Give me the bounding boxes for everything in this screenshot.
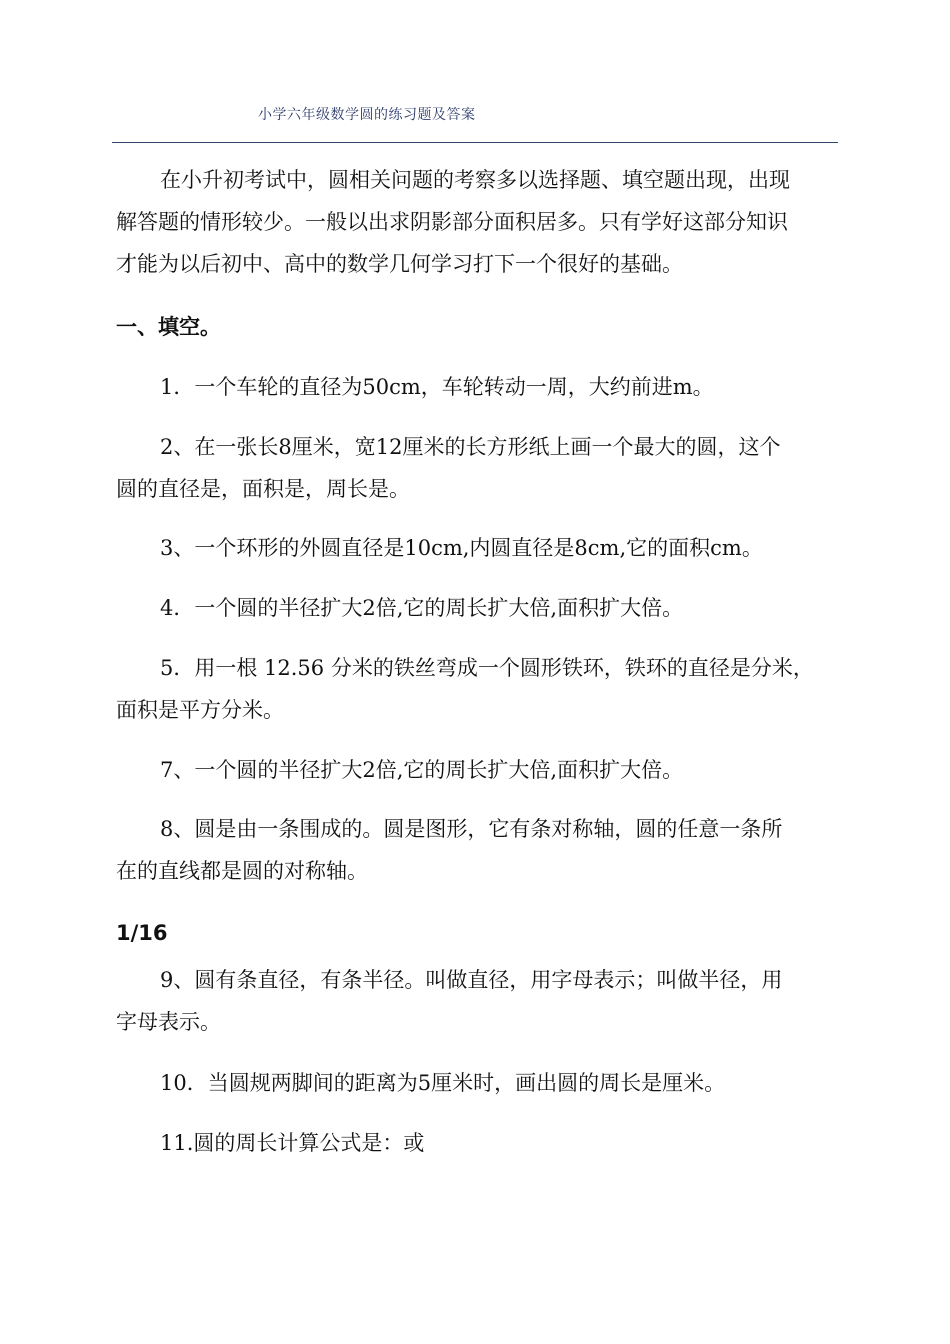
question-line: 在的直线都是圆的对称轴。 xyxy=(116,859,368,883)
question-1 xyxy=(116,366,856,408)
question-line: 1．一个车轮的直径为50cm，车轮转动一周，大约前进m。 xyxy=(160,375,714,399)
section-heading: 一、填空。 xyxy=(116,314,221,339)
question-line: 圆的直径是，面积是，周长是。 xyxy=(116,477,410,501)
intro-line: 在小升初考试中，圆相关问题的考察多以选择题、填空题出现，出现 xyxy=(160,168,790,192)
question-5 xyxy=(116,647,856,731)
document-header-title: 小学六年级数学圆的练习题及答案 xyxy=(258,107,476,123)
question-line: 10．当圆规两脚间的距离为5厘米时，画出圆的周长是厘米。 xyxy=(160,1071,726,1095)
question-9 xyxy=(116,959,856,1043)
question-line: 8、圆是由一条围成的。圆是图形，它有条对称轴，圆的任意一条所 xyxy=(160,817,783,841)
intro-line: 才能为以后初中、高中的数学几何学习打下一个很好的基础。 xyxy=(116,252,683,276)
question-line: 面积是平方分米。 xyxy=(116,698,284,722)
page-number: 1/16 xyxy=(116,921,168,945)
intro-paragraph xyxy=(116,159,856,285)
question-line: 4．一个圆的半径扩大2倍,它的周长扩大倍,面积扩大倍。 xyxy=(160,596,684,620)
question-10 xyxy=(116,1062,856,1104)
question-2 xyxy=(116,426,856,510)
question-8 xyxy=(116,808,856,892)
intro-line: 解答题的情形较少。一般以出求阴影部分面积居多。只有学好这部分知识 xyxy=(116,210,788,234)
question-line: 2、在一张长8厘米，宽12厘米的长方形纸上画一个最大的圆，这个 xyxy=(160,435,781,459)
question-line: 7、一个圆的半径扩大2倍,它的周长扩大倍,面积扩大倍。 xyxy=(160,758,684,782)
question-7 xyxy=(116,749,856,791)
question-line: 3、一个环形的外圆直径是10cm,内圆直径是8cm,它的面积cm。 xyxy=(160,536,763,560)
question-11 xyxy=(116,1122,856,1164)
question-line: 11.圆的周长计算公式是：或 xyxy=(160,1131,425,1155)
question-line: 字母表示。 xyxy=(116,1010,221,1034)
question-line: 9、圆有条直径，有条半径。叫做直径，用字母表示；叫做半径，用 xyxy=(160,968,783,992)
question-line: 5．用一根 12.56 分米的铁丝弯成一个圆形铁环，铁环的直径是分米， xyxy=(160,656,814,680)
question-3 xyxy=(116,527,856,569)
header-divider xyxy=(112,142,838,143)
question-4 xyxy=(116,587,856,629)
